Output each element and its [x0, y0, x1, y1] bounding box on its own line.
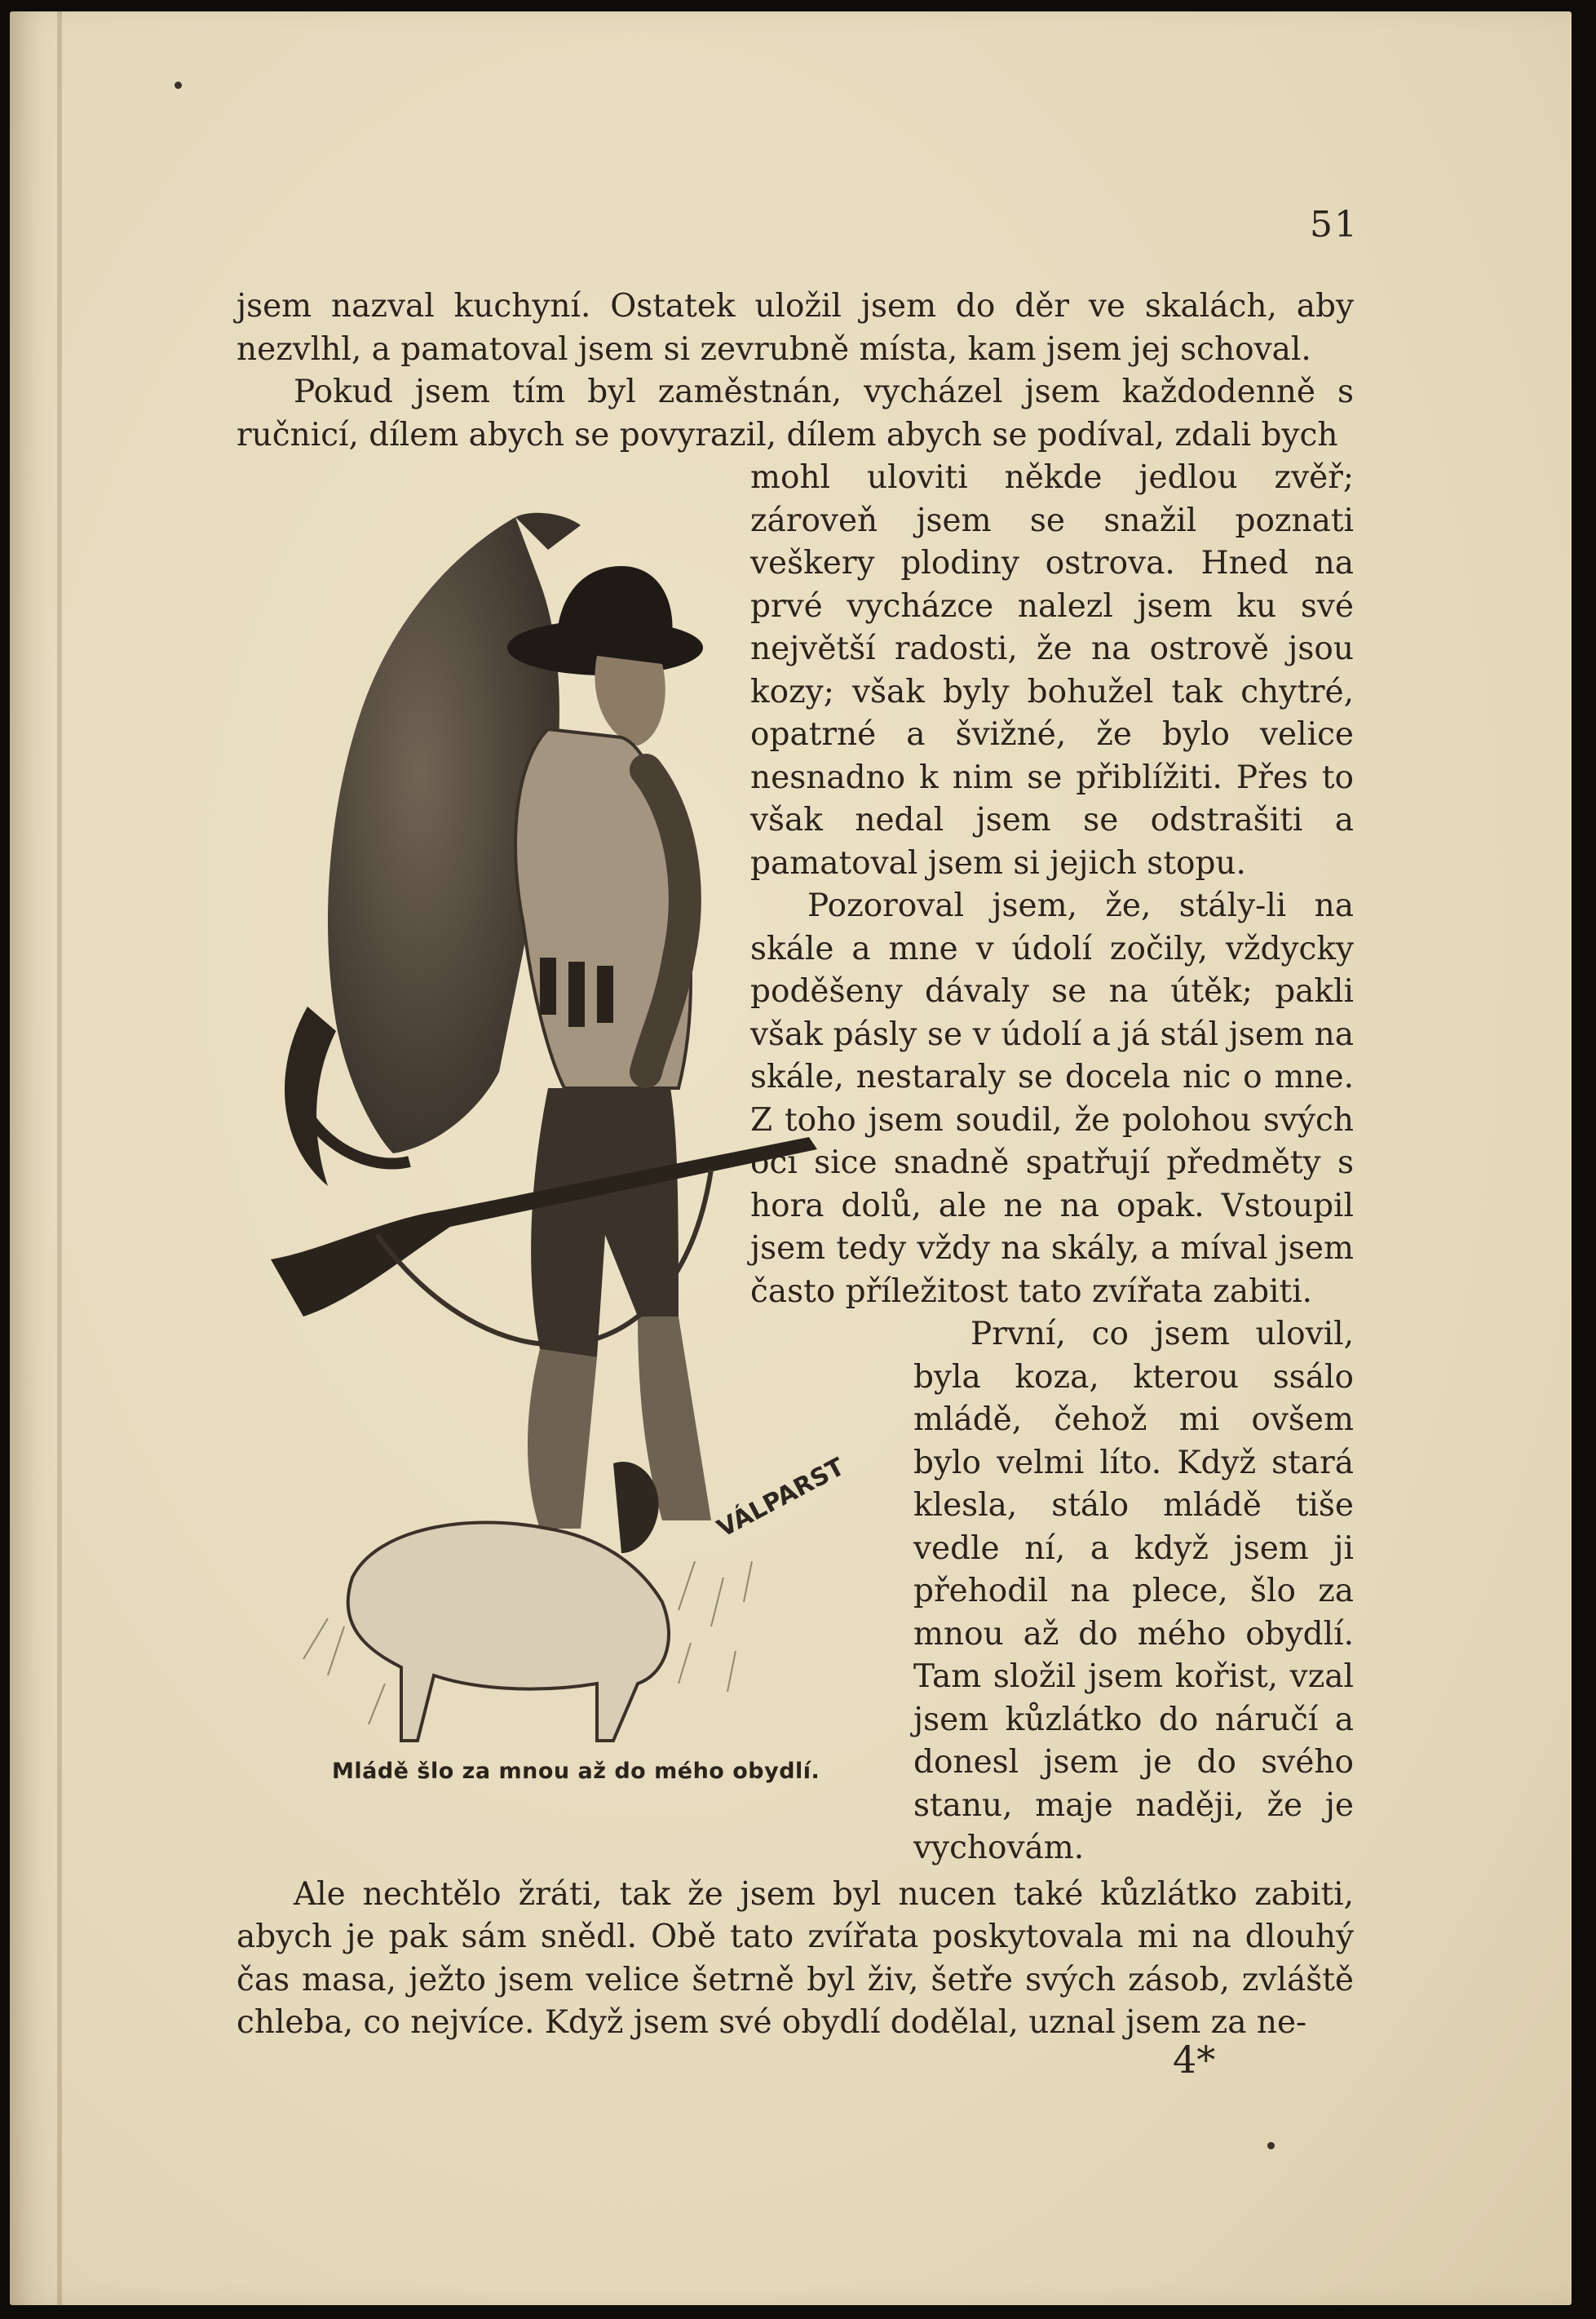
paragraph-3: Pozoroval jsem, že, stály-li na skále a mne v údolí zočily, vždycky poděšeny dávaly se na útěk; pakli však pásly se v údolí a já stál jsem na skále, nestaraly se docela nic o mne. Z toho jsem soudil, že polohou svých očí sice snadně spatřují předměty s hora dolů, ale ne na opak. Vstoupil jsem tedy vždy na skály, a míval jsem často příležitost tato zvířata zabiti.: [750, 887, 1354, 1310]
ink-speck: [175, 82, 182, 89]
illustration-caption: Mládě šlo za mnou až do mého obydlí.: [332, 1759, 820, 1784]
page-number: 51: [1310, 204, 1359, 246]
paragraph-1: jsem nazval kuchyní. Ostatek uložil jsem do děr ve skalách, aby nezvlhl, a pamatoval jsem si zevrubně místa, kam jsem jej schoval.: [237, 288, 1354, 368]
signature-mark: 4*: [1173, 2038, 1216, 2082]
ink-speck: [1267, 2142, 1275, 2149]
paragraph-5: Ale nechtělo žráti, tak že jsem byl nucen také kůzlátko zabiti, abych je pak sám snědl. Obě tato zvířata poskytovala mi na dlouhý čas masa, ježto jsem velice šetrně byl živ, šetře svých zásob, zvláště chleba, co nejvíce. Když jsem své obydlí dodělal, uznal jsem za ne-: [237, 1875, 1354, 2041]
paragraph-2-rest: mohl uloviti někde jedlou zvěř; zároveň jsem se snažil poznati veškery plodiny ostrova. Hned na prvé vycházce nalezl jsem ku své největší radosti, že na ostrově jsou kozy; však byly bohužel tak chytré, opatrné a švižné, že bylo velice nesnadno k nim se přiblížiti. Přes to však nedal jsem se odstrašiti a pamatoval jsem si jejich stopu.: [750, 459, 1354, 882]
artist-signature: VÁLPARST: [712, 1452, 850, 1544]
text-column: [237, 285, 1354, 2045]
page-fold-shadow: [57, 11, 62, 2305]
paragraph-4: První, co jsem ulovil, byla koza, kterou ssálo mládě, čehož mi ovšem bylo velmi líto. Když stará klesla, stálo mládě tiše vedle ní, a když jsem ji přehodil na plece, šlo za mnou až do mého obydlí. Tam složil jsem kořist, vzal jsem kůzlátko do náručí a donesl jsem je do svého stanu, maje naději, že je vychovám.: [913, 1316, 1354, 1866]
paragraph-2-intro: Pokud jsem tím byl zaměstnán, vycházel jsem každodenně s ručnicí, dílem abych se povyrazil, dílem abych se podíval, zdali bych: [237, 374, 1354, 454]
